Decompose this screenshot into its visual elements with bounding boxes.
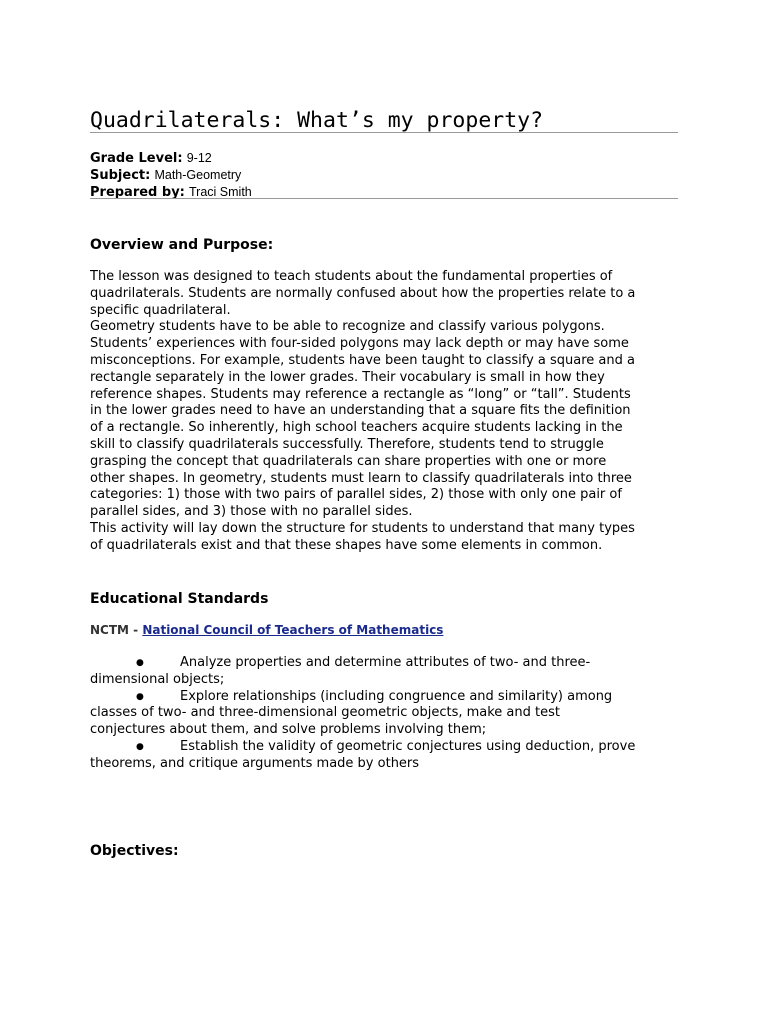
- overview-line: in the lower grades need to have an understanding that a square fits the definition: [90, 403, 631, 419]
- title-divider: [90, 132, 678, 133]
- standards-heading: Educational Standards: [90, 591, 269, 607]
- subject-row: [90, 167, 241, 184]
- overview-line: Geometry students have to be able to recognize and classify various polygons.: [90, 319, 605, 335]
- nctm-link[interactable]: National Council of Teachers of Mathematics: [142, 623, 444, 637]
- overview-line: misconceptions. For example, students have been taught to classify a square and a: [90, 352, 635, 368]
- standard-item-continuation: dimensional objects;: [90, 671, 225, 687]
- standard-item: [90, 688, 682, 739]
- bullet-icon: ●: [136, 691, 144, 702]
- standard-item: [90, 738, 682, 773]
- subject-label: Subject:: [90, 168, 151, 183]
- overview-line: rectangle separately in the lower grades. Their vocabulary is small in how they: [90, 369, 605, 385]
- overview-line: parallel sides, and 3) those with no parallel sides.: [90, 504, 413, 520]
- overview-line: reference shapes. Students may reference a rectangle as “long” or “tall”. Students: [90, 386, 631, 402]
- overview-line: This activity will lay down the structure for students to understand that many types: [90, 520, 635, 536]
- standard-item-text: Explore relationships (including congruence and similarity) among: [180, 688, 613, 704]
- standards-list: [90, 655, 682, 773]
- nctm-prefix: NCTM -: [90, 623, 143, 637]
- overview-line: quadrilaterals. Students are normally confused about how the properties relate to a: [90, 285, 636, 301]
- prepared-by-label: Prepared by:: [90, 185, 185, 200]
- overview-line: categories: 1) those with two pairs of parallel sides, 2) those with only one pair of: [90, 487, 622, 503]
- standard-item-first-line: [112, 655, 682, 672]
- overview-line: Students’ experiences with four-sided polygons may lack depth or may have some: [90, 336, 629, 352]
- subject-value: Math-Geometry: [154, 168, 242, 182]
- standard-item-continuation: conjectures about them, and solve problems involving them;: [90, 722, 487, 738]
- overview-line: other shapes. In geometry, students must learn to classify quadrilaterals into three: [90, 470, 632, 486]
- bullet-icon: ●: [136, 741, 144, 752]
- standard-item-first-line: [112, 739, 682, 756]
- overview-line: The lesson was designed to teach students about the fundamental properties of: [90, 269, 613, 284]
- grade-level-label: Grade Level:: [90, 151, 183, 166]
- standard-item: [90, 655, 682, 689]
- bullet-icon: ●: [136, 658, 144, 668]
- prepared-by-value: Traci Smith: [189, 185, 252, 199]
- standard-item-text: Analyze properties and determine attributes of two- and three-: [180, 655, 591, 670]
- overview-line: of a rectangle. So inherently, high school teachers acquire students lacking in the: [90, 420, 623, 436]
- document-title: Quadrilaterals: What’s my property?: [90, 108, 544, 133]
- standard-item-text: Establish the validity of geometric conjectures using deduction, prove: [180, 738, 636, 754]
- grade-level-value: 9-12: [186, 151, 212, 165]
- meta-divider: [90, 198, 678, 199]
- standard-item-continuation: theorems, and critique arguments made by others: [90, 755, 420, 771]
- overview-line: grasping the concept that quadrilaterals can share properties with one or more: [90, 453, 607, 469]
- overview-line: specific quadrilateral.: [90, 302, 231, 318]
- overview-paragraph: [90, 269, 682, 555]
- standard-item-continuation: classes of two- and three-dimensional geometric objects, make and test: [90, 705, 560, 721]
- overview-line: skill to classify quadrilaterals successfully. Therefore, students tend to struggle: [90, 436, 604, 452]
- grade-level-row: [90, 150, 212, 167]
- objectives-heading: Objectives:: [90, 843, 179, 859]
- overview-heading: Overview and Purpose:: [90, 237, 274, 253]
- overview-line: of quadrilaterals exist and that these shapes have some elements in common.: [90, 537, 603, 553]
- nctm-line: [90, 622, 443, 638]
- standard-item-first-line: [112, 689, 682, 706]
